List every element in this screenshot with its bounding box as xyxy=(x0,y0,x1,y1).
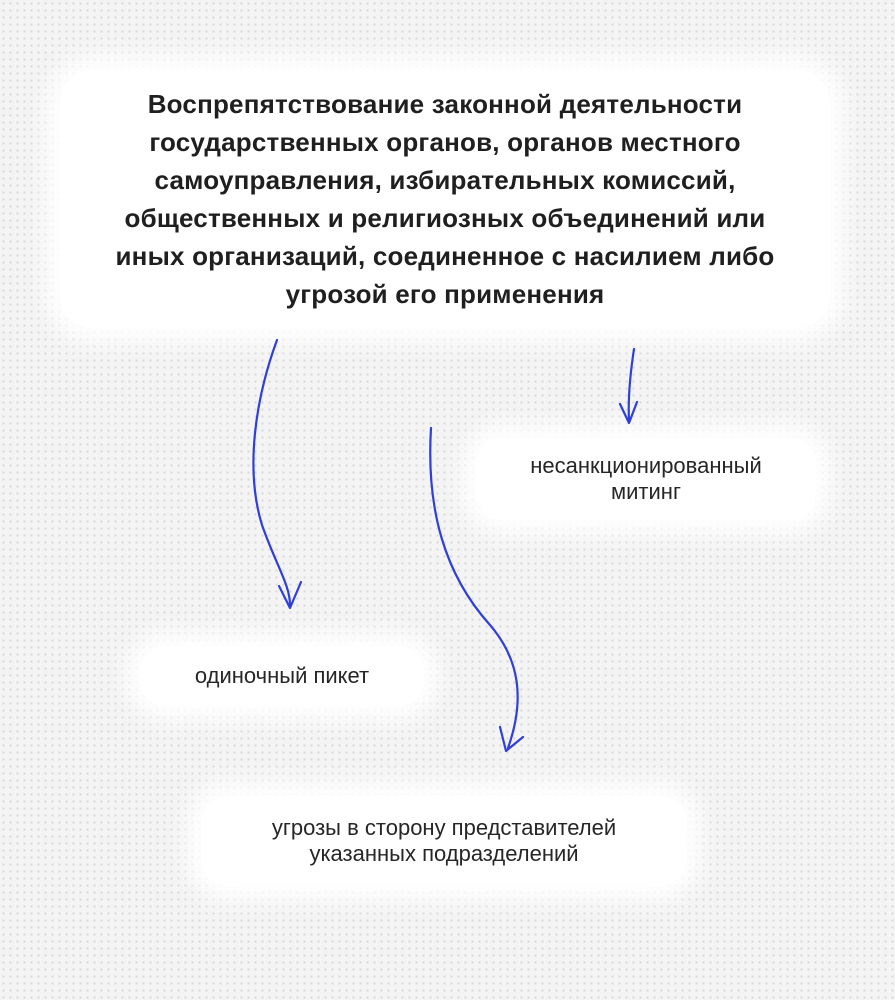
arrow-to-picket-line xyxy=(253,340,290,605)
arrow-to-threats xyxy=(430,428,523,751)
arrow-to-rally xyxy=(620,349,637,423)
arrow-to-threats-line xyxy=(430,428,517,748)
option-text-threats: угрозы в сторону представителей указанных подразделений xyxy=(271,815,617,866)
option-text-rally: несанкционированный митинг xyxy=(530,453,762,504)
option-text-picket: одиночный пикет xyxy=(194,663,370,688)
arrow-to-picket xyxy=(253,340,301,608)
main-statement-text: Воспрепятствование законной деятельности государственных органов, органов местного самоуправления, избирательных комиссий, общественных и религиозных объединений или иных организаций, соединенное с насилием либо угрозой его применения xyxy=(115,89,775,309)
